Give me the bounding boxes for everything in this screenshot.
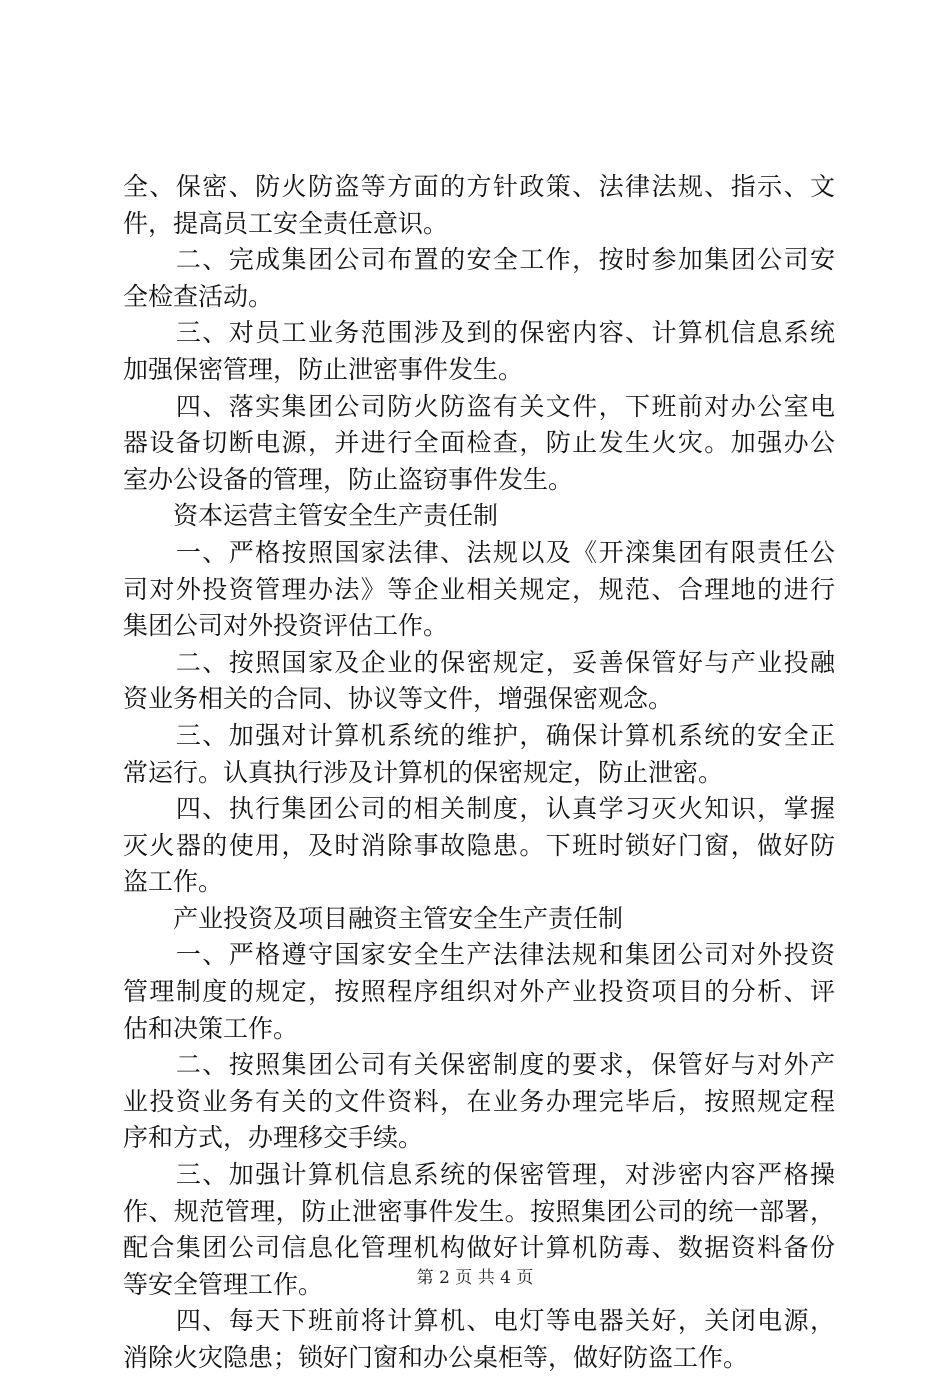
text-line: 四、执行集团公司的相关制度，认真学习灭火知识，掌握 [123,794,835,824]
text-line: 作、规范管理，防止泄密事件发生。按照集团公司的统一部署， [123,1196,835,1226]
text-line: 三、加强计算机信息系统的保密管理，对涉密内容严格操 [123,1160,835,1190]
text-line: 二、完成集团公司布置的安全工作，按时参加集团公司安 [123,245,835,275]
text-line: 配合集团公司信息化管理机构做好计算机防毒、数据资料备份 [123,1233,835,1263]
text-line: 件，提高员工安全责任意识。 [123,208,449,238]
text-line: 室办公设备的管理，防止盗窃事件发生。 [123,464,574,494]
text-line: 二、按照集团公司有关保密制度的要求，保管好与对外产 [123,1050,835,1080]
text-line: 一、严格按照国家法律、法规以及《开滦集团有限责任公 [123,537,835,567]
text-line: 三、加强对计算机系统的维护，确保计算机系统的安全正 [123,720,835,750]
text-line: 四、每天下班前将计算机、电灯等电器关好，关闭电源， [123,1306,835,1336]
text-line: 资业务相关的合同、协议等文件，增强保密观念。 [123,684,674,714]
text-line: 四、落实集团公司防火防盗有关文件，下班前对办公室电 [123,391,835,421]
text-line: 业投资业务有关的文件资料，在业务办理完毕后，按照规定程 [123,1086,835,1116]
text-line: 全检查活动。 [123,281,274,311]
text-line: 常运行。认真执行涉及计算机的保密规定，防止泄密。 [123,757,724,787]
text-line: 等安全管理工作。 [123,1269,324,1299]
text-line: 管理制度的规定，按照程序组织对外产业投资项目的分析、评 [123,977,835,1007]
document-body [123,169,835,1377]
text-line: 消除火灾隐患；锁好门窗和办公桌柜等，做好防盗工作。 [123,1343,749,1372]
text-line: 二、按照国家及企业的保密规定，妥善保管好与产业投融 [123,647,835,677]
text-line: 三、对员工业务范围涉及到的保密内容、计算机信息系统 [123,318,835,348]
text-line: 序和方式，办理移交手续。 [123,1123,424,1153]
text-line: 产业投资及项目融资主管安全生产责任制 [123,903,624,933]
text-line: 器设备切断电源，并进行全面检查，防止发生火灾。加强办公 [123,428,835,458]
text-line: 资本运营主管安全生产责任制 [123,501,499,531]
text-line: 全、保密、防火防盗等方面的方针政策、法律法规、指示、文 [123,172,835,201]
text-line: 一、严格遵守国家安全生产法律法规和集团公司对外投资 [123,940,835,970]
text-line: 加强保密管理，防止泄密事件发生。 [123,354,524,384]
text-line: 灭火器的使用，及时消除事故隐患。下班时锁好门窗，做好防 [123,830,835,860]
text-line: 司对外投资管理办法》等企业相关规定，规范、合理地的进行 [123,574,835,604]
text-line: 估和决策工作。 [123,1013,299,1043]
page-number-footer: 第 2 页 共 4 页 [416,1268,534,1288]
text-line: 集团公司对外投资评估工作。 [123,611,449,641]
text-line: 盗工作。 [123,867,224,897]
